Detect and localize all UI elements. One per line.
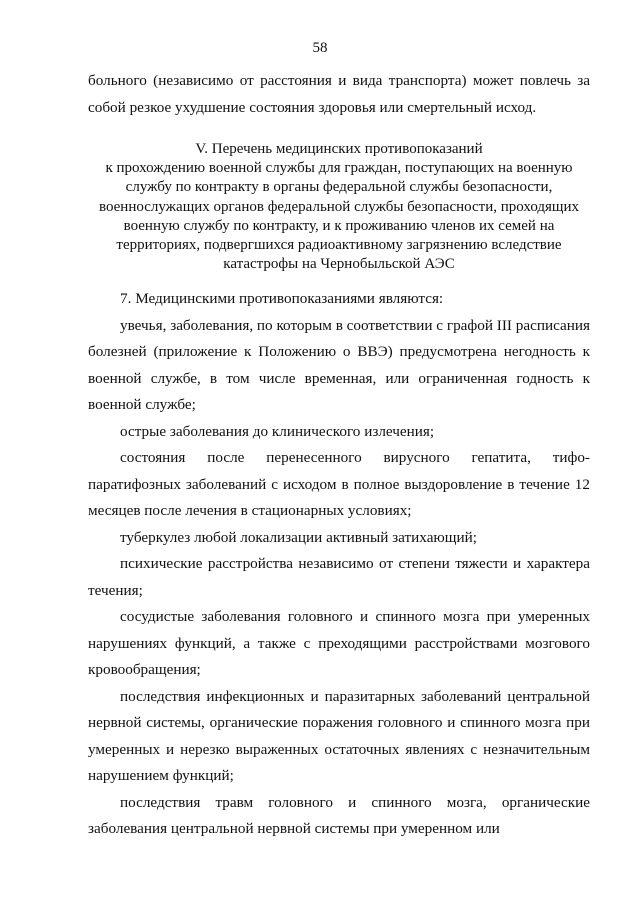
section-heading-line: службу по контракту в органы федеральной службы безопасности, bbox=[125, 179, 553, 196]
section-heading-line: военную службу по контракту, и к проживанию членов их семей на bbox=[123, 217, 555, 234]
section-heading-line: территориях, подвергшихся радиоактивному загрязнению вследствие bbox=[116, 237, 562, 254]
paragraph-item: туберкулез любой локализации активный затихающий; bbox=[120, 528, 477, 546]
paragraph-item: последствия травм головного и спинного мозга, органические заболевания центральной нервной системы при умеренном или bbox=[88, 793, 590, 837]
section-heading-line: катастрофы на Чернобыльской АЭС bbox=[223, 256, 455, 273]
paragraph-item: последствия инфекционных и паразитарных заболеваний центральной нервной системы, органические поражения головного и спинного мозга при умеренных и нерезко выраженных остаточных явлениях с незначительным нарушением функций; bbox=[88, 687, 590, 784]
section-heading bbox=[88, 140, 590, 274]
intro-paragraph-block bbox=[88, 68, 590, 121]
paragraph-item: состояния после перенесенного вирусного гепатита, тифо-паратифозных заболеваний с исходом в полное выздоровление в течение 12 месяцев после лечения в стационарных условиях; bbox=[88, 449, 590, 519]
section-heading-line: военнослужащих органов федеральной службы безопасности, проходящих bbox=[98, 198, 580, 215]
paragraph-item: сосудистые заболевания головного и спинного мозга при умеренных нарушениях функций, а также с преходящими расстройствами мозгового кровообращения; bbox=[88, 608, 590, 678]
body-text bbox=[88, 286, 590, 843]
section-heading-title: V. Перечень медицинских противопоказаний bbox=[195, 141, 483, 157]
intro-paragraph: больного (независимо от расстояния и вида транспорта) может повлечь за собой резкое ухудшение состояния здоровья или смертельный исход. bbox=[88, 72, 590, 116]
paragraph-item: острые заболевания до клинического излечения; bbox=[120, 422, 435, 440]
section-heading-line: к прохождению военной службы для граждан, поступающих на военную bbox=[105, 160, 573, 177]
paragraph-item: психические расстройства независимо от степени тяжести и характера течения; bbox=[88, 555, 590, 599]
paragraph-item: 7. Медицинскими противопоказаниями являются: bbox=[120, 290, 444, 307]
page-number: 58 bbox=[312, 40, 328, 56]
paragraph-item: увечья, заболевания, по которым в соответствии с графой III расписания болезней (приложение к Положению о ВВЭ) предусмотрена негодность к военной службе, в том числе временная, или ограниченная годность к военной службе; bbox=[88, 316, 590, 413]
